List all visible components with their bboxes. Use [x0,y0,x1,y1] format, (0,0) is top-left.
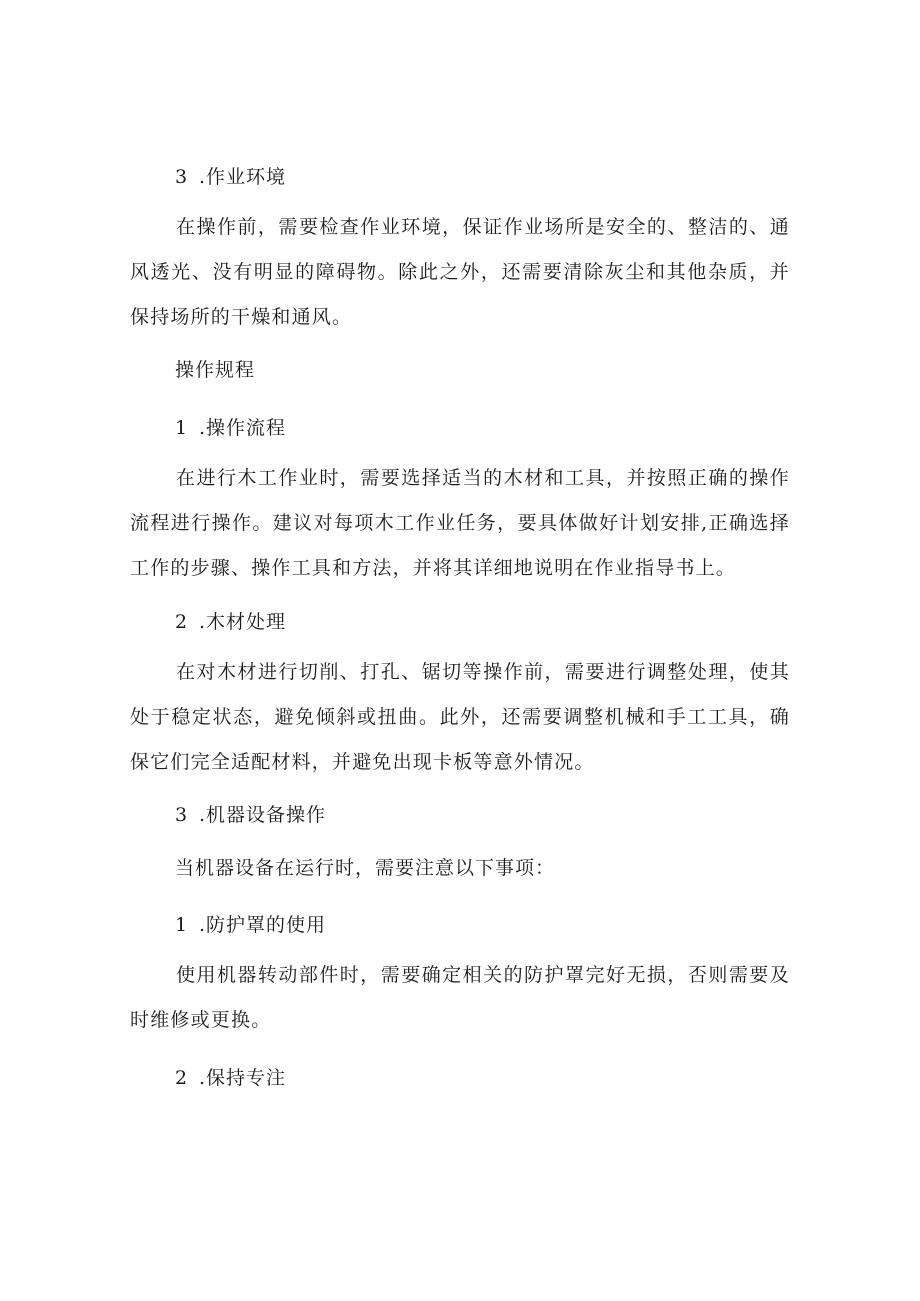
heading-number: 1 [175,417,189,439]
heading-stay-focused [175,1063,286,1090]
heading-title: .作业环境 [199,166,287,188]
paragraph-work-environment: 在操作前，需要检查作业环境，保证作业场所是安全的、整洁的、通风透光、没有明显的障碍物。除此之外，还需要清除灰尘和其他杂质，并保持场所的干燥和通风。 [130,216,790,328]
paragraph-operation-process: 在进行木工作业时，需要选择适当的木材和工具，并按照正确的操作流程进行操作。建议对每项木工作业任务，要具体做好计划安排,正确选择工作的步骤、操作工具和方法，并将其详细地说明在作业指导书上。 [130,467,790,579]
heading-title: .机器设备操作 [199,804,327,826]
heading-work-environment [175,162,286,189]
paragraph-guard-usage: 使用机器转动部件时，需要确定相关的防护罩完好无损，否则需要及时维修或更换。 [130,964,790,1031]
heading-machine-operation [175,800,326,827]
heading-title: .保持专注 [199,1067,287,1089]
heading-number: 2 [175,611,189,633]
paragraph-wood-processing: 在对木材进行切削、打孔、锯切等操作前，需要进行调整处理，使其处于稳定状态，避免倾斜或扭曲。此外，还需要调整机械和手工工具，确保它们完全适配材料，并避免出现卡板等意外情况。 [130,661,790,773]
line-machine-notes: 当机器设备在运行时，需要注意以下事项： [175,857,556,879]
heading-operating-rules: 操作规程 [175,359,256,381]
heading-number: 3 [175,804,189,826]
heading-title: .防护罩的使用 [199,914,327,936]
heading-title: .木材处理 [199,611,287,633]
heading-guard-usage [175,910,326,937]
heading-number: 3 [175,166,189,188]
heading-title: .操作流程 [199,417,287,439]
heading-number: 2 [175,1067,189,1089]
heading-number: 1 [175,914,189,936]
heading-operation-process [175,413,286,440]
heading-wood-processing [175,607,286,634]
